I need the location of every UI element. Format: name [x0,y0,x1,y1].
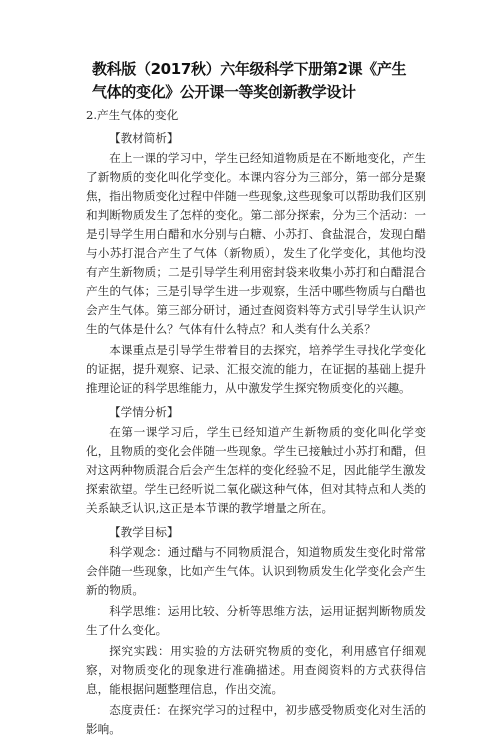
goals-paragraph-3: 探究实践：用实验的方法研究物质的变化，利用感官仔细观察，对物质变化的现象进行准确描述。用查阅资料的方式获得信息，能根据问题整理信息，作出交流。 [86,644,426,696]
section-heading-materials: 【教材简析】 [109,131,179,145]
section-heading-goals: 【教学目标】 [109,525,179,539]
document-title: 教科版（2017秋）六年级科学下册第2课《产生气体的变化》公开课一等奖创新教学设计 [92,60,407,101]
document-body [86,106,426,739]
lesson-subtitle: 2.产生气体的变化 [86,108,179,122]
section-heading-analysis: 【学情分析】 [109,405,179,419]
goals-paragraph-1: 科学观念：通过醋与不同物质混合，知道物质发生变化时常常会伴随一些现象，比如产生气体。认识到物质发生化学变化会产生新的物质。 [86,545,426,597]
materials-paragraph-1: 在上一课的学习中，学生已经知道物质是在不断地变化，产生了新物质的变化叫化学变化。本课内容分为三部分，第一部分是聚焦，指出物质变化过程中伴随一些现象,这些现象可以帮助我们区别和判断物质发生了怎样的变化。第二部分探索，分为三个活动：一是引导学生用白醋和水分别与白糖、小苏打、食盐混合，发现白醋与小苏打混合产生了气体（新物质），发生了化学变化，其他均没有产生新物质；二是引导学生利用密封袋来收集小苏打和白醋混合产生的气体；三是引导学生进一步观察，生活中哪些物质与白醋也会产生气体。第三部分研讨，通过查阅资料等方式引导学生认识产生的气体是什么？气体有什么特点？和人类有什么关系？ [86,151,426,336]
goals-paragraph-4: 态度责任：在探究学习的过程中，初步感受物质变化对生活的影响。 [86,703,426,736]
goals-paragraph-2: 科学思维：运用比较、分析等思维方法，运用证据判断物质发生了什么变化。 [86,604,426,637]
analysis-paragraph-1: 在第一课学习后，学生已经知道产生新物质的变化叫化学变化，且物质的变化会伴随一些现象。学生已接触过小苏打和醋，但对这两种物质混合后会产生怎样的变化经验不足，因此能学生激发探索欲望。学生已经听说二氧化碳这种气体，但对其特点和人类的关系缺乏认识,这正是本节课的教学增量之所在。 [86,425,426,515]
materials-paragraph-2: 本课重点是引导学生带着目的去探究，培养学生寻找化学变化的证据，提升观察、记录、汇报交流的能力，在证据的基础上提升推理论证的科学思维能力，从中激发学生探究物质变化的兴趣。 [86,343,426,395]
